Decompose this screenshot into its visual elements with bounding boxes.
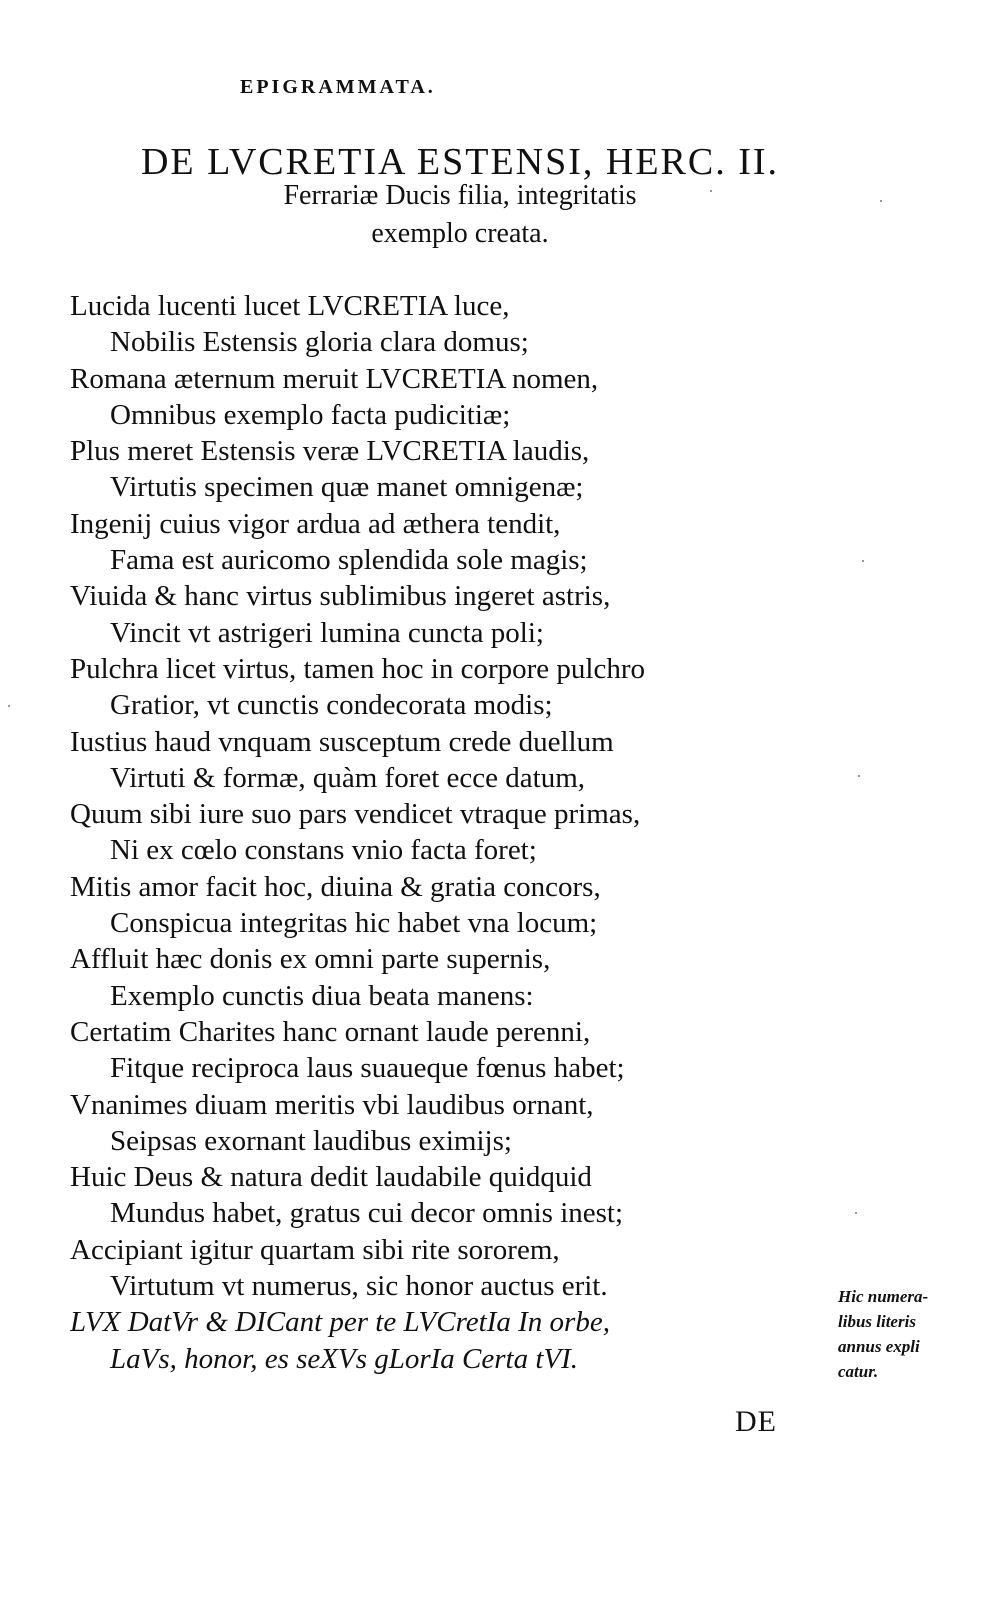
poem-line: Affluit hæc donis ex omni parte supernis, — [70, 943, 551, 976]
scan-speck — [8, 705, 10, 707]
poem-line: Lucida lucenti lucet LVCRETIA luce, — [70, 290, 510, 322]
poem — [70, 288, 790, 1377]
poem-line: Vnanimes diuam meritis vbi laudibus ornant, — [70, 1088, 594, 1121]
margin-note-line: libus literis — [838, 1312, 916, 1331]
poem-line: Ingenij cuius vigor ardua ad æthera tendit, — [70, 507, 561, 540]
poem-line: Plus meret Estensis veræ LVCRETIA laudis, — [70, 435, 590, 468]
poem-line: Mundus habet, gratus cui decor omnis inest; — [110, 1197, 624, 1230]
poem-line: Conspicua integritas hic habet vna locum; — [110, 907, 598, 940]
scan-speck — [858, 775, 860, 777]
margin-note-line: annus expli — [838, 1337, 920, 1356]
poem-line: Virtutis specimen quæ manet omnigenæ; — [110, 471, 584, 504]
poem-line: Exemplo cunctis diua beata manens: — [110, 979, 534, 1012]
chronogram-line: LaVs, honor, es seXVs gLorIa Certa tVI. — [110, 1342, 579, 1375]
poem-line: Quum sibi iure suo pars vendicet vtraque primas, — [70, 798, 641, 831]
scan-speck — [855, 1212, 857, 1214]
poem-line: Fitque reciproca laus suaueque fœnus habet; — [110, 1052, 625, 1085]
margin-note — [838, 1284, 968, 1384]
poem-line: Certatim Charites hanc ornant laude perenni, — [70, 1015, 591, 1048]
catchword: DE — [735, 1405, 777, 1438]
poem-line: Virtutum vt numerus, sic honor auctus erit. — [110, 1270, 608, 1303]
poem-line: Romana æternum meruit LVCRETIA nomen, — [70, 362, 599, 395]
poem-line: Huic Deus & natura dedit laudabile quidquid — [70, 1161, 592, 1194]
poem-line: Pulchra licet virtus, tamen hoc in corpore pulchro — [70, 652, 645, 685]
chronogram-line: LVX DatVr & DICant per te LVCretIa In orbe, — [70, 1306, 610, 1339]
poem-line: Virtuti & formæ, quàm foret ecce datum, — [110, 761, 586, 794]
margin-note-line: catur. — [838, 1362, 879, 1381]
poem-line: Fama est auricomo splendida sole magis; — [110, 544, 588, 577]
poem-line: Vincit vt astrigeri lumina cuncta poli; — [110, 616, 544, 649]
margin-note-line: Hic numera- — [838, 1287, 929, 1306]
scan-speck — [862, 560, 864, 562]
poem-line: Mitis amor facit hoc, diuina & gratia concors, — [70, 870, 601, 903]
poem-line: Gratior, vt cunctis condecorata modis; — [110, 689, 553, 722]
poem-line: Ni ex cœlo constans vnio facta foret; — [110, 834, 537, 867]
title-line-1: DE LVCRETIA ESTENSI, HERC. II. — [140, 141, 780, 183]
poem-line: Nobilis Estensis gloria clara domus; — [110, 326, 529, 359]
running-head: EPIGRAMMATA. — [240, 76, 436, 98]
title-line-3: exemplo creata. — [371, 218, 549, 249]
poem-line: Seipsas exornant laudibus eximijs; — [110, 1124, 512, 1157]
poem-line: Accipiant igitur quartam sibi rite sororem, — [70, 1233, 560, 1266]
scan-speck — [710, 190, 712, 192]
poem-line: Iustius haud vnquam susceptum crede duellum — [70, 725, 614, 758]
poem-line: Viuida & hanc virtus sublimibus ingeret astris, — [70, 580, 611, 613]
scan-speck — [880, 200, 882, 202]
poem-line: Omnibus exemplo facta pudicitiæ; — [110, 398, 511, 431]
title-line-2: Ferrariæ Ducis filia, integritatis — [283, 180, 637, 211]
